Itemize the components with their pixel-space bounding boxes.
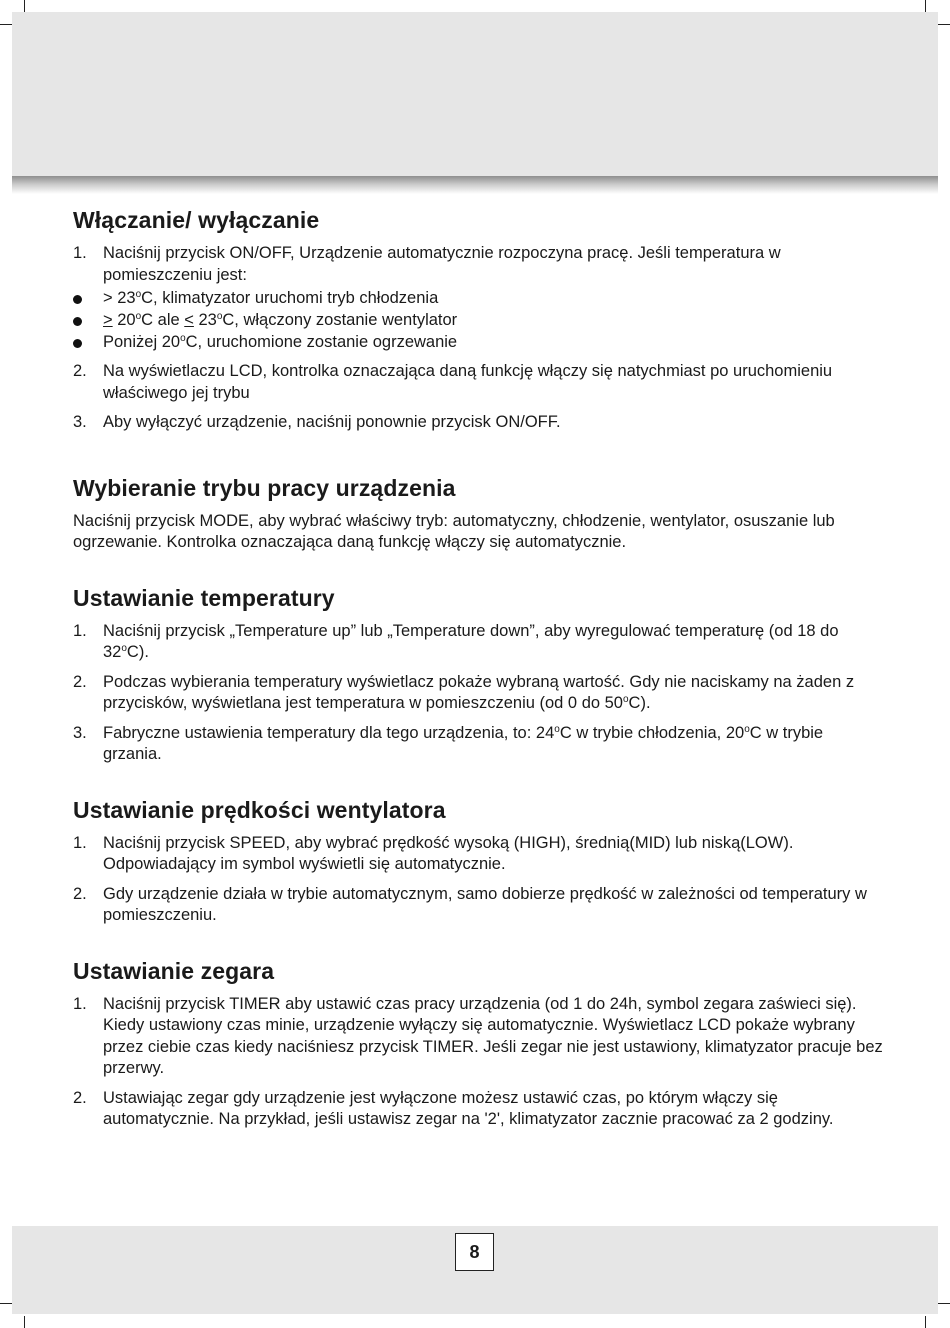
step-text: Podczas wybierania temperatury wyświetlacz pokaże wybraną wartość. Gdy nie naciskamy na żaden z przycisków, wyświetlana jest temperatura w pomieszczeniu (od 0 do 50 [103, 672, 855, 712]
step-text: Naciśnij przycisk ON/OFF, Urządzenie automatycznie rozpoczyna pracę. Jeśli temperatura w pomieszczeniu jest: [103, 244, 781, 284]
step-text: Aby wyłączyć urządzenie, naciśnij ponownie przycisk ON/OFF. [103, 413, 561, 431]
step-number: 3. [73, 723, 87, 742]
list-item [73, 723, 883, 766]
bullet-text: 23 [193, 311, 217, 329]
step-text: Naciśnij przycisk SPEED, aby wybrać prędkość wysoką (HIGH), średnią(MID) lub niską(LOW). Odpowiadający im symbol wyświetli się automatycznie. [103, 833, 794, 873]
steps-list [73, 833, 883, 927]
degree-sign: o [180, 333, 186, 344]
step-number: 1. [73, 244, 87, 262]
list-item [73, 1088, 883, 1131]
step-number: 1. [73, 833, 87, 852]
step-text: Naciśnij przycisk „Temperature up” lub „Temperature down”, aby wyregulować temperaturę (od 18 do 32 [103, 621, 839, 661]
list-item [73, 412, 883, 434]
section-title: Wybieranie trybu pracy urządzenia [73, 474, 456, 501]
crop-mark [24, 0, 25, 12]
section-fan-speed [73, 796, 883, 927]
list-item [73, 287, 883, 309]
list-item [73, 994, 883, 1080]
degree-sign: o [135, 289, 142, 300]
crop-mark [925, 1316, 926, 1328]
bullet-text: 20 [112, 311, 136, 329]
bullet-icon [73, 339, 82, 348]
step-number: 3. [73, 413, 87, 431]
crop-mark [0, 24, 12, 25]
bullet-text: > 23 [103, 289, 136, 307]
section-timer [73, 957, 883, 1131]
steps-list [73, 243, 883, 286]
degree-sign: o [622, 694, 629, 705]
bullet-text: > [103, 311, 113, 329]
bullet-text: Poniżej 20 [103, 333, 181, 351]
list-item [73, 331, 883, 353]
section-title: Ustawianie prędkości wentylatora [73, 796, 446, 823]
step-text: C w trybie chłodzenia, 20 [559, 723, 745, 742]
steps-list [73, 621, 883, 766]
degree-sign: o [744, 723, 750, 735]
step-text: Na wyświetlaczu LCD, kontrolka oznaczająca daną funkcję włączy się natychmiast po uruchomieniu właściwego jej trybu [103, 362, 833, 402]
header-shadow [12, 176, 938, 194]
section-title: Ustawianie zegara [73, 957, 275, 984]
bullet-text: C, włączony zostanie wentylator [222, 311, 458, 329]
crop-mark [0, 1303, 12, 1304]
bullet-text: C, uruchomione zostanie ogrzewanie [185, 333, 458, 351]
list-item [73, 309, 883, 331]
step-number: 2. [73, 1088, 87, 1107]
list-item [73, 672, 883, 715]
list-item [73, 884, 883, 927]
step-text: C w trybie grzania. [103, 723, 824, 763]
crop-mark [24, 1316, 25, 1328]
page-number: 8 [455, 1233, 494, 1271]
step-text: Naciśnij przycisk TIMER aby ustawić czas pracy urządzenia (od 1 do 24h, symbol zegara zaświeci się). Kiedy ustawiony czas minie, urządzenie wyłączy się automatycznie. Wyświetlacz LCD pokaże wybrany przez ciebie czas kiedy naciśniesz przycisk TIMER. Jeśli zegar nie jest ustawiony, klimatyzator pracuje bez przerwy. [103, 994, 883, 1077]
bullet-text: C, klimatyzator uruchomi tryb chłodzenia [141, 289, 439, 307]
list-item [73, 361, 883, 404]
degree-sign: o [216, 311, 223, 322]
step-text: Fabryczne ustawienia temperatury dla tego urządzenia, to: 24 [103, 723, 555, 742]
step-text: Gdy urządzenie działa w trybie automatycznym, samo dobierze prędkość w zależności od temperatury w pomieszczeniu. [103, 884, 867, 924]
section-mode [73, 474, 883, 554]
bullet-text: C ale [141, 311, 185, 329]
section-body: Naciśnij przycisk MODE, aby wybrać właściwy tryb: automatyczny, chłodzenie, wentylator, osuszanie lub ogrzewanie. Kontrolka oznaczająca daną funkcję włączy się automatycznie. [73, 511, 835, 551]
bullet-icon [73, 317, 82, 326]
header-band [12, 12, 938, 176]
crop-mark [925, 0, 926, 12]
list-item [73, 243, 883, 286]
list-item [73, 621, 883, 664]
section-temperature [73, 584, 883, 766]
degree-sign: o [121, 643, 127, 654]
list-item [73, 833, 883, 876]
step-number: 1. [73, 621, 87, 640]
step-text: Ustawiając zegar gdy urządzenie jest wyłączone możesz ustawić czas, po którym włączy się automatycznie. Na przykład, jeśli ustawisz zegar na '2', klimatyzator zacznie pracować za 2 godziny. [103, 1088, 834, 1128]
steps-list [73, 994, 883, 1131]
step-text: C). [126, 643, 149, 661]
page-content [73, 206, 883, 1131]
crop-mark [938, 24, 950, 25]
degree-sign: o [554, 723, 560, 735]
steps-list [73, 361, 883, 434]
bullet-icon [73, 295, 82, 304]
crop-mark [938, 1303, 950, 1304]
section-power [73, 206, 883, 434]
step-text: C). [628, 694, 651, 712]
section-title: Włączanie/ wyłączanie [73, 207, 320, 233]
step-number: 1. [73, 994, 87, 1013]
section-title: Ustawianie temperatury [73, 584, 335, 611]
bullet-text: < [184, 311, 194, 329]
step-number: 2. [73, 362, 87, 380]
degree-sign: o [135, 311, 142, 322]
step-number: 2. [73, 672, 87, 691]
bullet-list [73, 287, 883, 353]
step-number: 2. [73, 884, 87, 903]
